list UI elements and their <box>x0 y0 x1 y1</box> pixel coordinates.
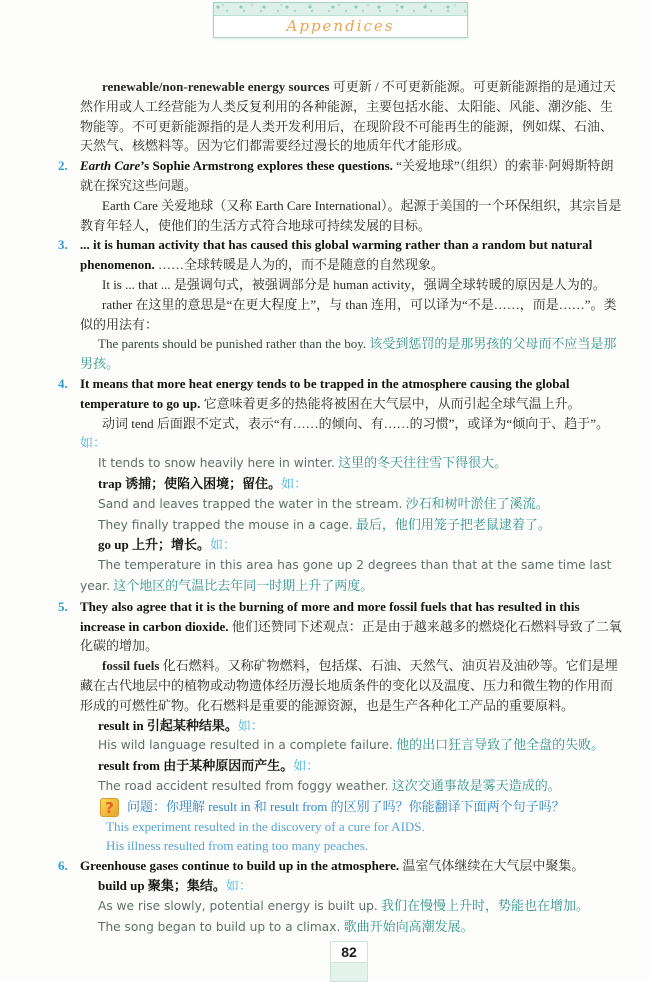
gloss-translation: 上升；增长。 <box>128 537 210 553</box>
gloss-translation: 诱捕；使陷入困境；留住。 <box>121 475 282 491</box>
item-number: 6. <box>58 858 68 874</box>
lead-translation: “关爱地球”（组织）的索菲·阿姆斯特朗就在探究这些问题。 <box>80 158 614 193</box>
example-sentence <box>80 334 622 374</box>
example-sentence <box>80 776 622 797</box>
lead-translation: 它意味着更多的热能将被困在大气层中，从而引起全球气温上升。 <box>200 395 581 411</box>
page-title: Appendices <box>286 17 395 35</box>
note-item-3 <box>58 235 622 374</box>
lead-en: It means that more heat energy tends to be trapped in the atmosphere causing the global temperature to go up. <box>80 375 570 411</box>
page-number: 82 <box>330 941 368 963</box>
example-en: The road accident resulted from foggy weather. <box>98 778 389 793</box>
lead-en: Greenhouse gases continue to build up in the atmosphere. <box>80 858 400 874</box>
gloss-line <box>80 756 622 776</box>
header-decoration-band <box>214 3 467 16</box>
eg-label: 如： <box>281 475 308 491</box>
example-en: The song began to build up to a climax. <box>98 919 341 934</box>
lead-en: They also agree that it is the burning of more and more fossil fuels that has resulted in this increase in carbon dioxide. <box>80 598 580 634</box>
usage-note: rather 在这里的意思是“在更大程度上”，与 than 连用，可以译为“不是……，而是……”。类似的用法有： <box>80 296 617 332</box>
gloss-term: result from <box>98 758 160 774</box>
example-translation: 这次交通事故是雾天造成的。 <box>388 777 561 793</box>
gloss-term: result in <box>98 717 144 733</box>
example-sentence <box>80 515 622 536</box>
gloss-translation: 由于某种原因而产生。 <box>159 758 294 774</box>
gloss-term: go up <box>98 537 129 553</box>
eg-label: 如： <box>293 758 320 774</box>
question-block <box>100 797 622 817</box>
example-translation: 沙石和树叶淤住了溪流。 <box>402 495 549 511</box>
example-translation: 该受到惩罚的是那男孩的父母而不应当是那男孩。 <box>80 336 617 372</box>
example-en: They finally trapped the mouse in a cage. <box>98 517 353 532</box>
lead-sentence <box>80 235 622 275</box>
item-number: 2. <box>58 158 68 174</box>
example-en: It tends to snow heavily here in winter. <box>98 456 335 471</box>
example-sentence <box>80 735 622 756</box>
example-sentence <box>80 555 622 597</box>
question-label: 问题： <box>127 798 167 814</box>
example-translation: 最后，他们用笼子把老鼠逮着了。 <box>352 516 551 532</box>
example-sentence <box>80 453 622 474</box>
footer-decoration <box>330 963 368 982</box>
note-item-6 <box>58 856 622 937</box>
example-translation: 我们在慢慢上升时，势能也在增加。 <box>377 897 590 913</box>
example-en: His wild language resulted in a complete failure. <box>98 738 393 753</box>
lead-en: ’s Sophie Armstrong explores these questions. <box>140 158 393 174</box>
example-translation: 这里的冬天往往雪下得很大。 <box>334 455 508 471</box>
gloss-translation: 引起某种结果。 <box>143 717 238 733</box>
lead-sentence <box>80 156 622 196</box>
gloss-term: fossil fuels <box>102 658 160 674</box>
gloss-term: build up <box>98 878 145 894</box>
example-translation: 歌曲开始向高潮发展。 <box>340 918 474 934</box>
example-sentence <box>80 917 622 938</box>
eg-label: 如： <box>237 717 264 733</box>
lead-italic-term: Earth Care <box>80 158 141 174</box>
example-en: Sand and leaves trapped the water in the stream. <box>98 496 403 511</box>
page-footer <box>330 941 368 982</box>
example-translation: 他的出口狂言导致了他全盘的失败。 <box>392 737 605 753</box>
note-item-5 <box>58 597 622 857</box>
example-en: The parents should be punished rather than the boy. <box>98 336 367 352</box>
item-number: 4. <box>58 375 68 391</box>
gloss-line <box>80 876 622 896</box>
lead-en: ... it is human activity that has caused this global warming rather than a random but natural phenomenon. <box>80 237 593 273</box>
practice-sentence: This experiment resulted in the discovery of a cure for AIDS. <box>106 818 425 834</box>
gloss-translation: 聚集；集结。 <box>144 878 226 894</box>
intro-translation: 可更新 / 不可更新能源。可更新能源指的是通过天然作用或人工经营能为人类反复利用的各种能源，主要包括水能、太阳能、风能、潮汐能、生物能等。不可更新能源指的是人类开发利用后，在现阶段不可能再生的能源，例如煤、石油、天然气、核燃料等。因为它们都需要经过漫长的地质年代才能形成。 <box>80 79 616 154</box>
example-sentence <box>80 896 622 917</box>
eg-label: 如： <box>209 537 236 553</box>
lead-translation: 他们还赞同下述观点：正是由于越来越多的燃烧化石燃料导致了二氧化碳的增加。 <box>80 618 622 654</box>
intro-term: renewable/non-renewable energy sources <box>102 79 330 94</box>
lead-translation: 温室气体继续在大气层中聚集。 <box>399 858 585 874</box>
eg-label: 如： <box>80 435 107 451</box>
example-sentence <box>80 494 622 515</box>
example-en: The temperature in this area has gone up 2 degrees than that at the same time last year. <box>80 558 612 593</box>
item-number: 3. <box>58 237 68 253</box>
gloss-term: trap <box>98 475 122 491</box>
page-content <box>58 77 622 937</box>
usage-note: It is ... that ... 是强调句式，被强调部分是 human activity，强调全球转暖的原因是人为的。 <box>102 276 606 292</box>
note-item-2 <box>58 156 622 235</box>
usage-note: fossil fuels 化石燃料。又称矿物燃料，包括煤、石油、天然气、油页岩及油砂等。它们是埋藏在古代地层中的植物或动物遗体经历漫长地质条件的变化以及温度、压力和微生物的作用而形成的可燃性矿物。化石燃料是重要的能源资源，也是生产各种化工产品的重要原料。 <box>80 658 618 713</box>
eg-label: 如： <box>225 878 252 894</box>
intro-paragraph <box>80 77 622 156</box>
usage-note: Earth Care 关爱地球（又称 Earth Care International）。起源于美国的一个环保组织，其宗旨是教育年轻人，使他们的生活方式符合地球可持续发展的目标。 <box>80 197 622 233</box>
header-box <box>213 2 468 38</box>
lead-sentence <box>80 597 622 656</box>
note-item-4 <box>58 374 622 597</box>
lead-sentence <box>80 856 622 876</box>
example-translation: 这个地区的气温比去年同一时期上升了两度。 <box>109 577 374 593</box>
lead-sentence <box>80 374 622 414</box>
question-text: 问题：你理解 result in 和 result from 的区别了吗？你能翻译下面两个句子吗？ <box>127 798 565 814</box>
practice-sentence: His illness resulted from eating too many peaches. <box>106 838 369 854</box>
usage-note: 动词 tend 后面跟不定式，表示“有……的倾向、有……的习惯”，或译为“倾向于、趋于”。如： <box>80 415 609 451</box>
gloss-line <box>80 716 622 736</box>
gloss-line <box>80 474 622 494</box>
gloss-line <box>80 535 622 555</box>
lead-translation: ……全球转暖是人为的，而不是随意的自然现象。 <box>154 257 445 273</box>
item-number: 5. <box>58 598 68 614</box>
example-en: As we rise slowly, potential energy is built up. <box>98 898 378 913</box>
question-mark-icon: ? <box>100 798 119 817</box>
